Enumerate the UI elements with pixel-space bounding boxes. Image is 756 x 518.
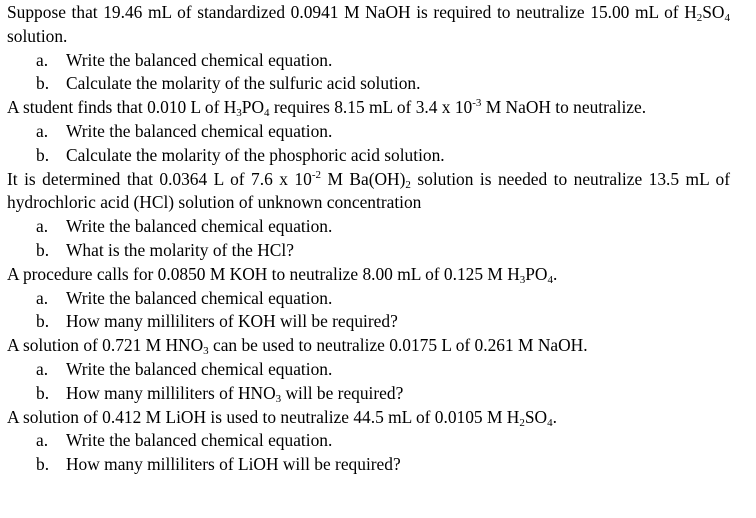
problem-2-stem: A student finds that 0.010 L of $H_3PO_4$ requires 8.15 mL of 3.4 x $10^{-3}$ M NaOH to neutralize. xyxy=(7,97,647,120)
problem-3-parts xyxy=(7,215,730,263)
problem-6-part-a: a. Write the balanced chemical equation. xyxy=(36,430,333,451)
problem-3-stem: It is determined that 0.0364 L of 7.6 x $10^{-2}$ M $Ba(OH)_2$ solution is needed to neutralize 13.5 mL of hydrochloric acid (HCl) solution of unknown concentration xyxy=(7,168,731,213)
problem-1-stem: Suppose that 19.46 mL of standardized 0.0941 M NaOH is required to neutralize 15.00 mL of $H_2SO_4$ solution. xyxy=(7,2,730,46)
problem-4-part-a: a. Write the balanced chemical equation. xyxy=(36,287,333,308)
problem-2-part-a: a. Write the balanced chemical equation. xyxy=(36,120,333,141)
problem-3-part-a: a. Write the balanced chemical equation. xyxy=(36,216,333,237)
problem-2-part-b: b. Calculate the molarity of the phosphoric acid solution. xyxy=(36,144,445,165)
problem-2-parts xyxy=(7,120,730,168)
problem-6-parts xyxy=(7,429,730,477)
problem-5-parts xyxy=(7,358,730,406)
problem-1-parts xyxy=(7,49,730,97)
problem-4-stem: A procedure calls for 0.0850 M KOH to neutralize 8.00 mL of 0.125 M $H_3PO_4$. xyxy=(7,263,558,286)
problem-5-stem: A solution of 0.721 M $HNO_3$ can be used to neutralize 0.0175 L of 0.261 M NaOH. xyxy=(7,335,588,358)
problem-4-part-b: b. How many milliliters of KOH will be required? xyxy=(36,311,398,332)
problem-4-parts xyxy=(7,287,730,335)
problem-5-part-b: b. How many milliliters of $HNO_3$ will be required? xyxy=(36,382,404,405)
problem-1-part-b: b. Calculate the molarity of the sulfuric acid solution. xyxy=(36,73,421,94)
problem-3-part-b: b. What is the molarity of the HCl? xyxy=(36,239,294,260)
problem-1-part-a: a. Write the balanced chemical equation. xyxy=(36,49,333,70)
problem-6-stem: A solution of 0.412 M LiOH is used to neutralize 44.5 mL of 0.0105 M $H_2SO_4$. xyxy=(7,406,557,429)
problem-5-part-a: a. Write the balanced chemical equation. xyxy=(36,358,333,379)
problem-6-part-b: b. How many milliliters of LiOH will be required? xyxy=(36,454,401,475)
